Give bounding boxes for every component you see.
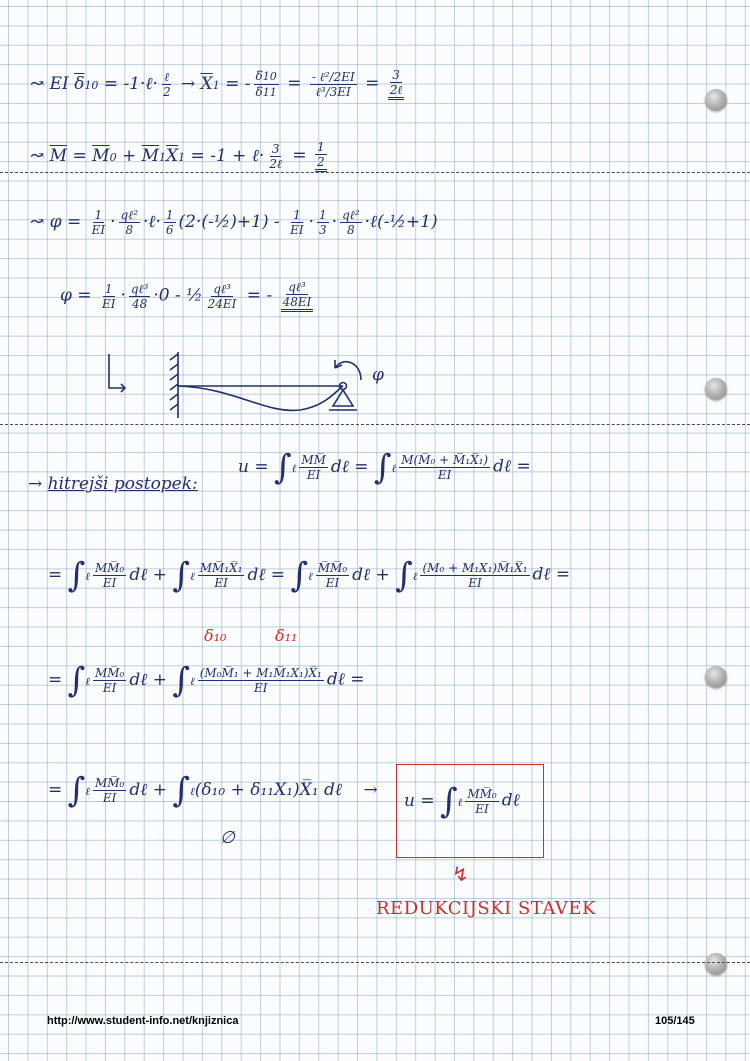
equation-line-2: ↝ $\overline{M} = \overline{M}0 + \overline{M}1\overline{X}1 = -1$ + ℓ· $\frac{3}{\text{2ℓ}}$ = $\frac{1}{2}$: [30, 140, 325, 171]
equation-line-5a: → hitrejši postopek:: [28, 474, 198, 494]
equation-line-4: φ = $\frac{1}{EI}$ · $\frac{\text{qℓ³}}{48}$ ·0 - ½ $\frac{\text{qℓ³}}{24EI}$ = - $\frac{\text{qℓ³}}{48EI}$: [60, 280, 312, 311]
redukcijski-stavek-label: REDUKCIJSKI STAVEK: [376, 898, 597, 919]
equation-line-6: = ∫ℓ $\frac{\text{MM̅₀}}{EI}$ dℓ + ∫ℓ $\frac{\text{MM̅₁X̅₁}}{EI}$ dℓ = ∫ℓ $\frac{\text{M̅M̅₀}}{EI}$ dℓ + ∫ℓ $\frac{\text{(M₀ + M₁X₁)M̅₁X̅₁}}{EI}$ dℓ =: [48, 555, 571, 595]
rotation-arrow: [335, 362, 361, 380]
footer-page-number: 105/145: [655, 1015, 695, 1027]
beam-diagram: [95, 340, 395, 425]
punch-hole: [705, 666, 727, 688]
empty-set-annotation: ∅: [220, 828, 235, 848]
coordinate-axes: [109, 354, 125, 388]
phi-label: φ: [372, 365, 384, 385]
result-formula: u = ∫ℓ $\frac{\text{MM̅₀}}{EI}$ dℓ: [404, 781, 520, 821]
equation-line-7: = ∫ℓ $\frac{\text{MM̅₀}}{EI}$ dℓ + ∫ℓ $\frac{\text{(M₀M̅₁ + M₁M̅₁X₁)X̅₁}}{EI}$ dℓ =: [48, 660, 365, 700]
equation-line-5b: u = ∫ℓ $\frac{MM̅}{EI}$ dℓ = ∫ℓ $\frac{\text{M(M̅₀ + M̅₁X̅₁)}}{EI}$ dℓ =: [238, 447, 531, 487]
delta11-annotation: δ₁₁: [275, 626, 298, 645]
footer-url[interactable]: http://www.student-info.net/knjiznica: [47, 1015, 239, 1027]
page-separator: [0, 962, 750, 963]
equation-line-3: ↝ φ = $\frac{1}{EI}$ · $\frac{\text{qℓ²}}{8}$ ·ℓ· $\frac{1}{6}$ (2·(-½)+1) - $\frac{1}{EI}$ · $\frac{1}{3}$ · $\frac{\text{qℓ²}}{8}$ ·ℓ(-½+1): [30, 208, 438, 237]
lightning-arrow: ↯: [452, 862, 469, 886]
page-separator: [0, 172, 750, 173]
punch-hole: [705, 378, 727, 400]
deflection-curve: [178, 386, 343, 410]
punch-hole: [705, 953, 727, 975]
equation-line-1: ↝ EI $\overline{\delta}10$ = -1·ℓ· $\frac{\text{ℓ}}{2}$ → $\overline{X}1$ = - $\frac{\delta̅10}{\delta̅11}$ = $\frac{\text{- ℓ²/2EI}}{\text{ℓ³/3EI}}$ = $\frac{3}{\text{2ℓ}}$: [30, 68, 403, 99]
delta10-annotation: δ₁₀: [204, 626, 227, 645]
equation-line-8: = ∫ℓ $\frac{\text{MM̅₀}}{EI}$ dℓ + ∫ℓ(δ₁₀ + δ₁₁X₁)X̅₁ dℓ →: [48, 770, 378, 810]
punch-hole: [705, 89, 727, 111]
